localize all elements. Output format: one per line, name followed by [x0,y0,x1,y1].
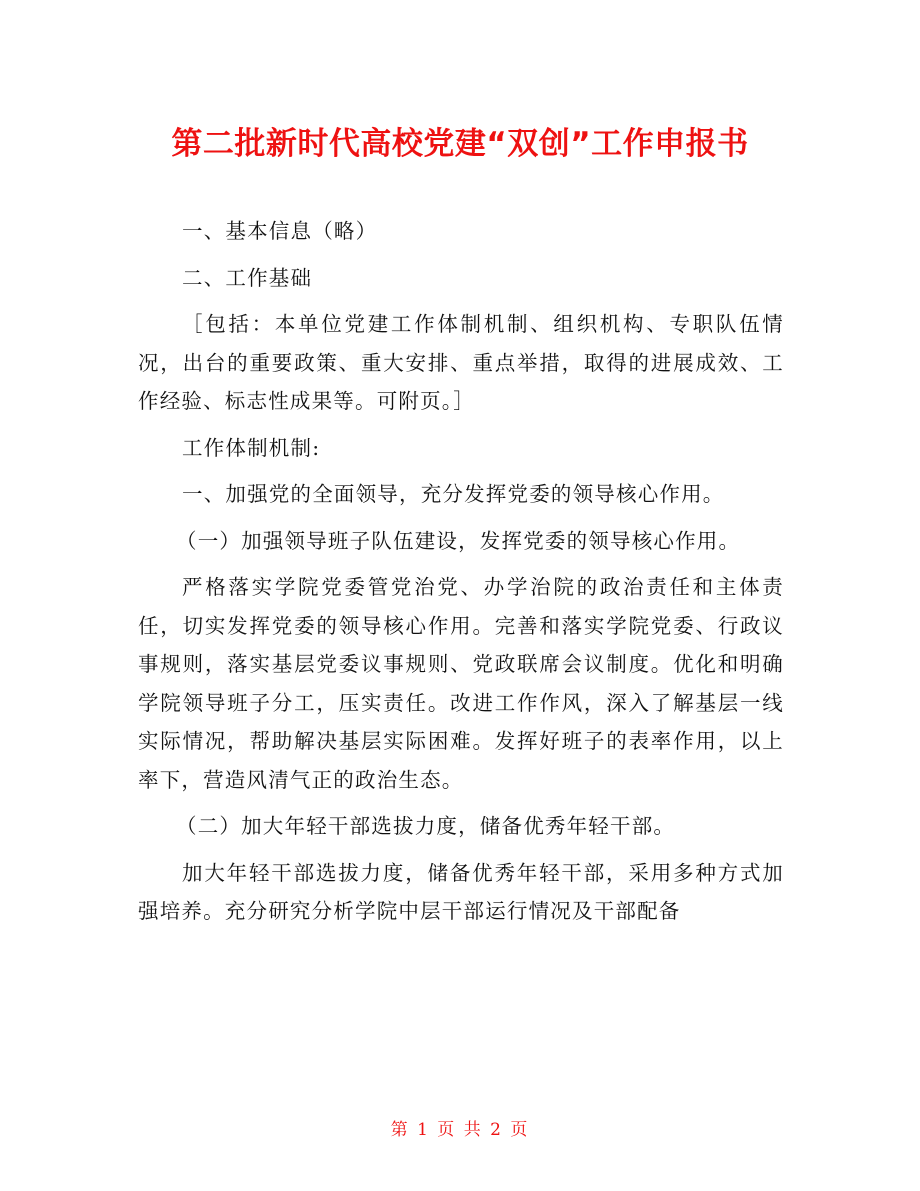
subpoint-one-body: 严格落实学院党委管党治党、办学治院的政治责任和主体责任，切实发挥党委的领导核心作用。完善和落实学院党委、行政议事规则，落实基层党委议事规则、党政联席会议制度。优化和明确学院领导班子分工，压实责任。改进工作作风，深入了解基层一线实际情况，帮助解决基层实际困难。发挥好班子的表率作用，以上率下，营造风清气正的政治生态。 [138,575,784,792]
mechanism-heading: 工作体制机制: [182,435,321,460]
subpoint-two-body: 加大年轻干部选拔力度，储备优秀年轻干部，采用多种方式加强培养。充分研究分析学院中层干部运行情况及干部配备 [138,860,784,923]
subpoint-two-heading: （二）加大年轻干部选拔力度，储备优秀年轻干部。 [176,814,676,838]
document-body [138,212,784,939]
foundation-instructions: ［包括：本单位党建工作体制机制、组织机构、专职队伍情况，出台的重要政策、重大安排、重点举措，取得的进展成效、工作经验、标志性成果等。可附页。］ [138,312,784,413]
point-one-heading: 一、加强党的全面领导，充分发挥党委的领导核心作用。 [182,482,725,506]
section-work-foundation: 二、工作基础 [182,265,313,290]
page-number-footer: 第 1 页 共 2 页 [390,1120,530,1140]
section-basic-info: 一、基本信息（略） [182,219,378,243]
document-title: 第二批新时代高校党建“双创”工作申报书 [171,126,749,162]
subpoint-one-heading: （一）加强领导班子队伍建设，发挥党委的领导核心作用。 [176,528,741,553]
